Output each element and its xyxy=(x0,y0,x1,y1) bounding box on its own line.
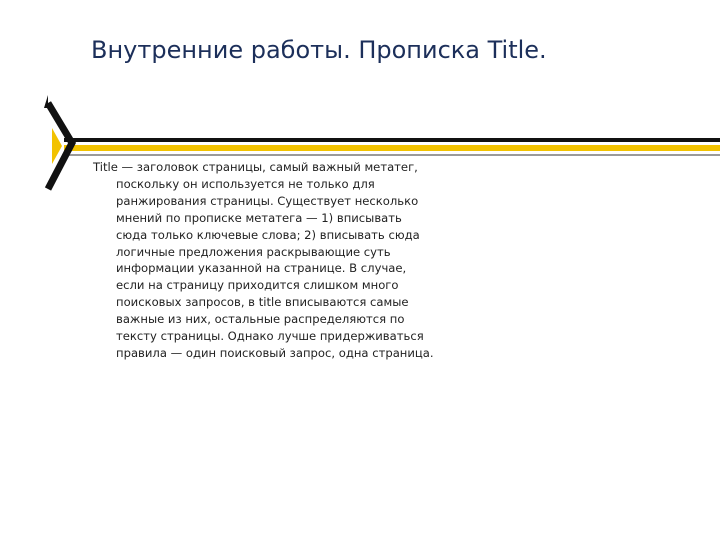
slide-title: Внутренние работы. Прописка Title. xyxy=(91,36,547,64)
stripe-yellow xyxy=(64,145,720,151)
chevron-top-cap xyxy=(44,95,48,108)
slide-body-text: Title — заголовок страницы, самый важный метатег, поскольку он используется не только для ранжирования страницы. Существует несколько мнений по прописке метатега — 1) вписывать сюда только ключевые слова; 2) вписывать сюда логичные предложения раскрывающие суть информации указанной на странице. В случае, если на страницу приходится слишком много поисковых запросов, в title вписываются самые важные из них, остальные распределяются по тексту страницы. Однако лучше придерживаться правила — один поисковый запрос, одна страница. xyxy=(93,160,434,360)
stripe-gray xyxy=(64,154,720,156)
stripe-black xyxy=(64,138,720,142)
